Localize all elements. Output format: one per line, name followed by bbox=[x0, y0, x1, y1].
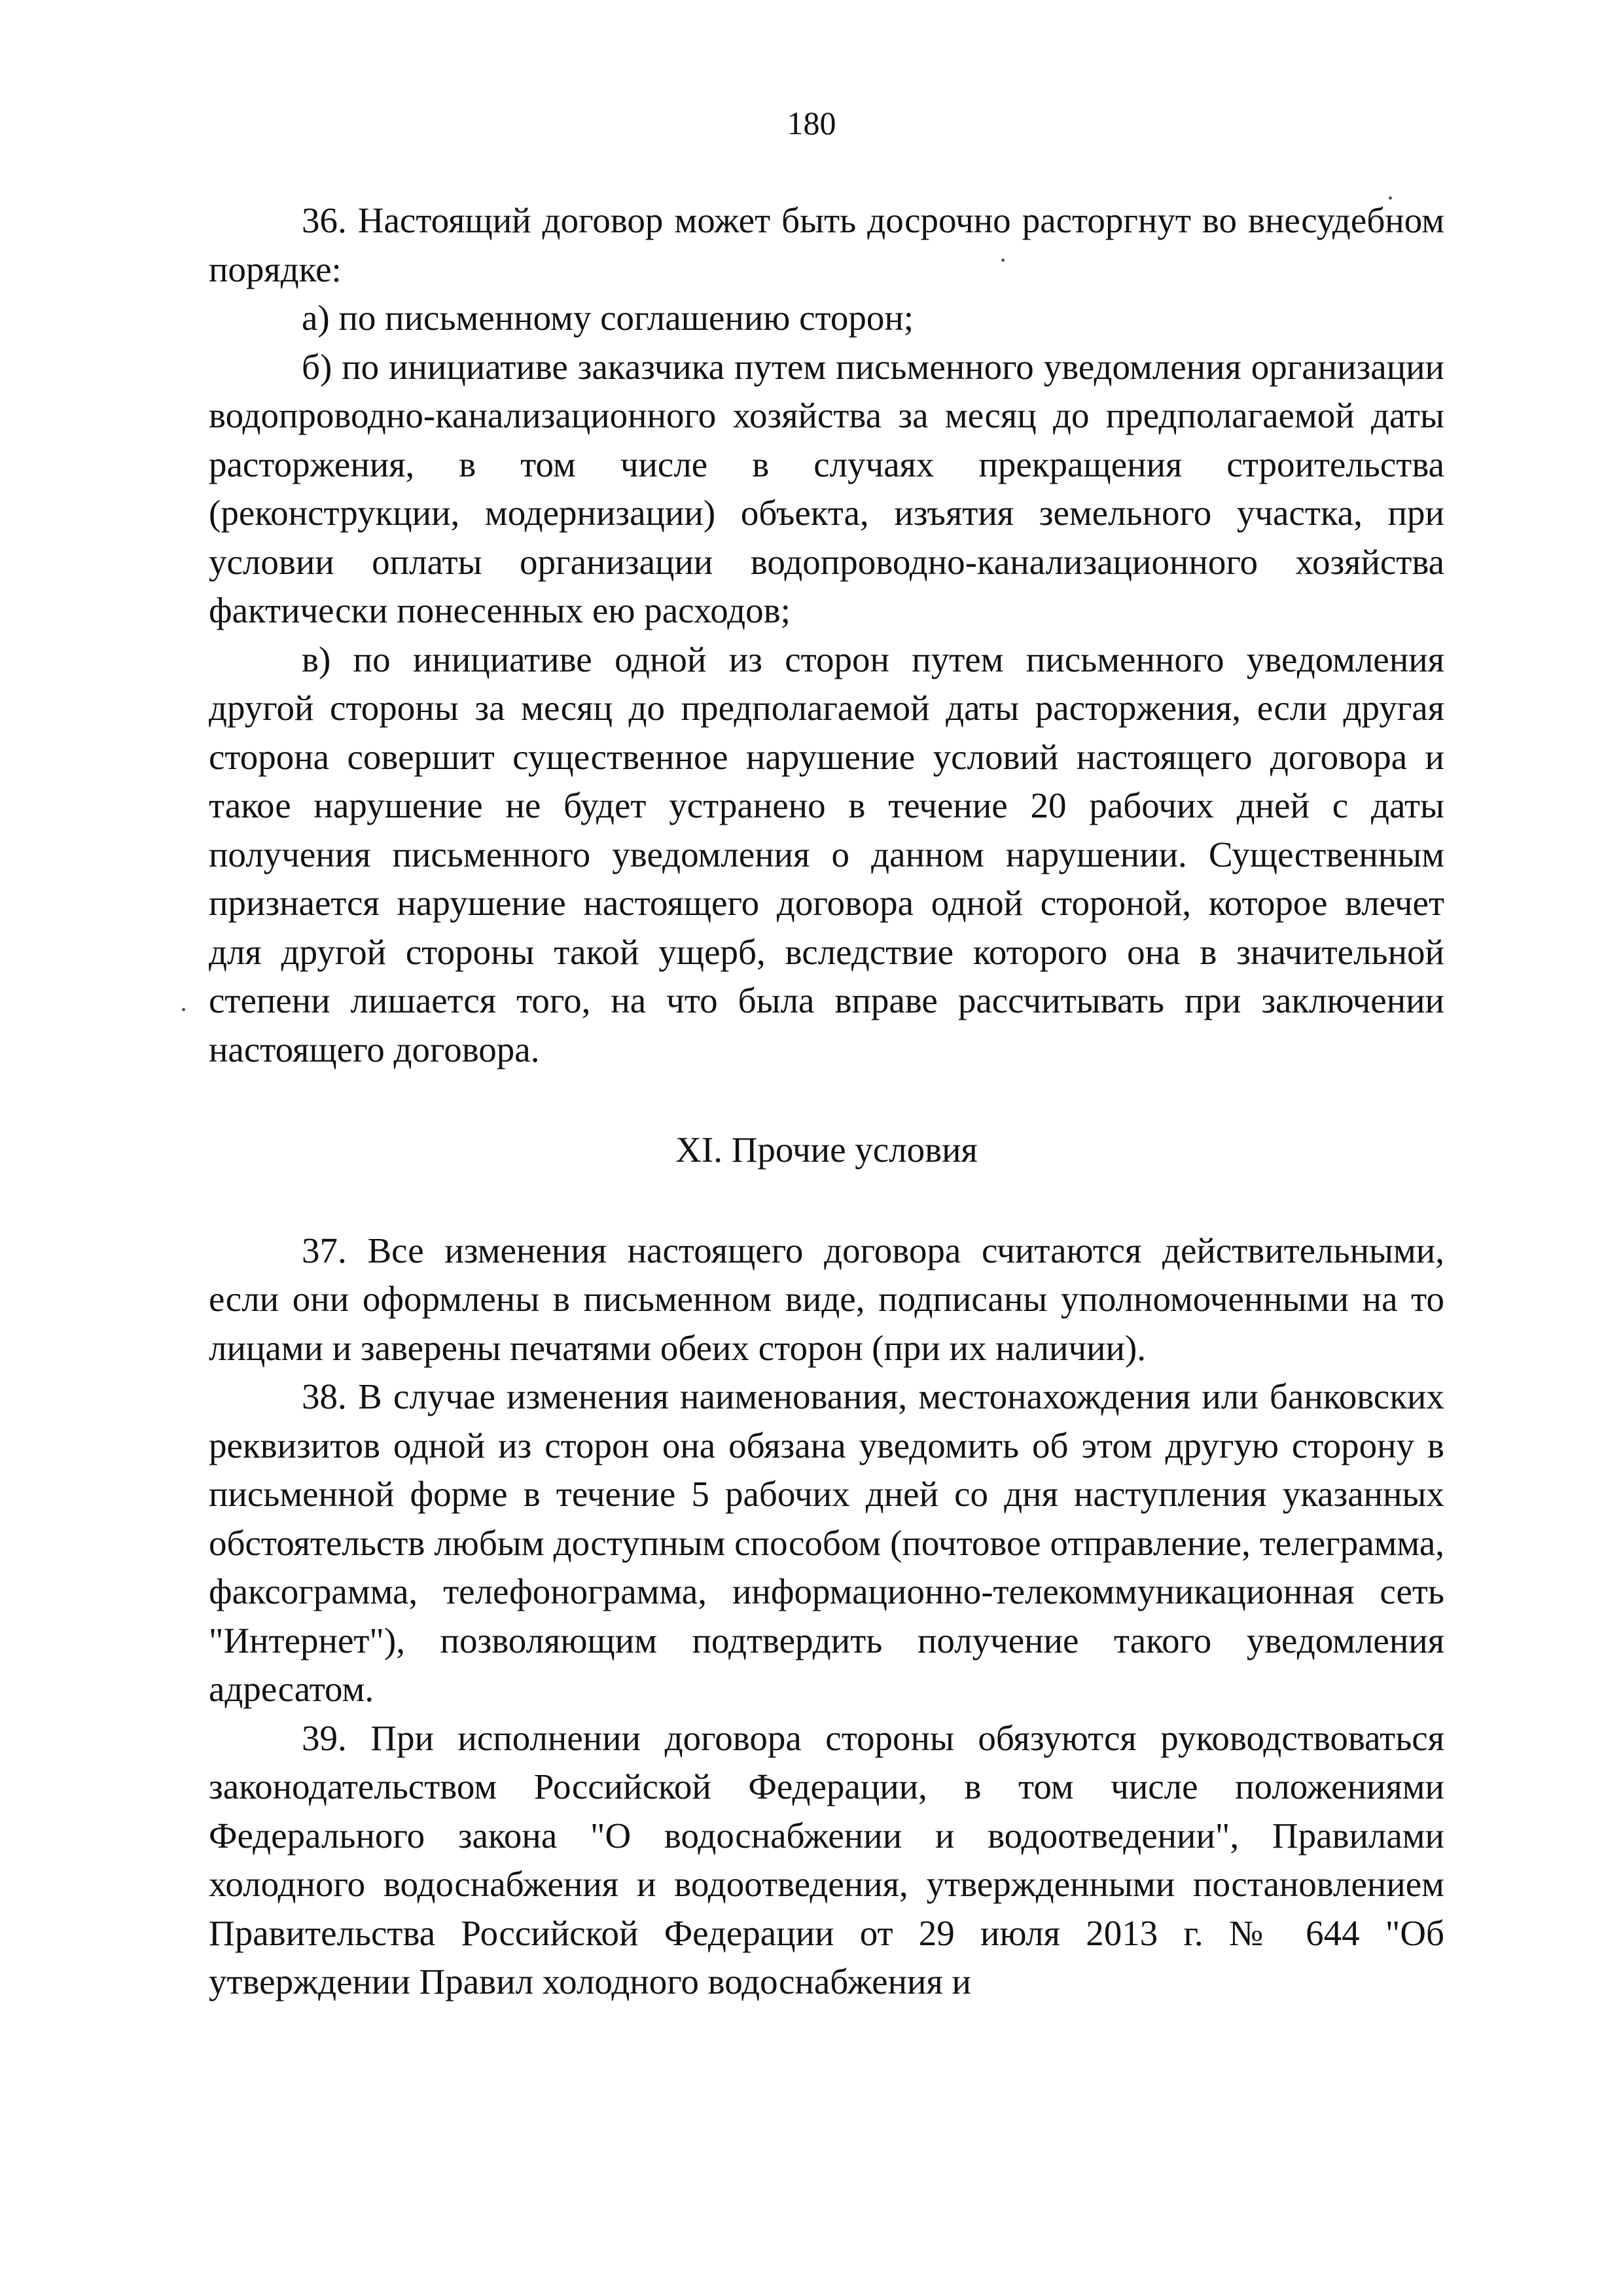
clause-39: 39. При исполнении договора стороны обязуются руководствоваться законодательством Российской Федерации, в том числе положениями Федерального закона "О водоснабжении и водоотведении", Правилами холодного водоснабжения и водоотведения, утвержденными постановлением Правительства Российской Федерации от 29 июля 2013 г. № 644 "Об утверждении Правил холодного водоснабжения и bbox=[209, 1717, 1444, 2001]
clause-36-intro: 36. Настоящий договор может быть досрочно расторгнут во внесудебном порядке: bbox=[209, 200, 1444, 289]
clause-36-item-a: а) по письменному соглашению сторон; bbox=[302, 298, 914, 338]
clause-38: 38. В случае изменения наименования, местонахождения или банковских реквизитов одной из сторон она обязана уведомить об этом другую сторону в письменной форме в течение 5 рабочих дней со дня наступления указанных обстоятельств любым доступным способом (почтовое отправление, телеграмма, факсограмма, телефонограмма, информационно-телекоммуникационная сеть "Интернет"), позволяющим подтвердить получение такого уведомления адресатом. bbox=[209, 1376, 1444, 1709]
scan-speck bbox=[1389, 196, 1392, 200]
scan-speck bbox=[1001, 259, 1005, 262]
page-number: 180 bbox=[787, 105, 836, 141]
clause-36-item-b: б) по инициативе заказчика путем письменного уведомления организации водопроводно-канализационного хозяйства за месяц до предполагаемой даты расторжения, в том числе в случаях прекращения строительства (реконструкции, модернизации) объекта, изъятия земельного участка, при условии оплаты организации водопроводно-канализационного хозяйства фактически понесенных ею расходов; bbox=[209, 346, 1444, 630]
document-body bbox=[209, 196, 1444, 2007]
scan-speck bbox=[182, 1008, 185, 1011]
section-title: XI. Прочие условия bbox=[675, 1130, 978, 1170]
clause-37: 37. Все изменения настоящего договора считаются действительными, если они оформлены в письменном виде, подписаны уполномоченными на то лицами и заверены печатями обеих сторон (при их наличии). bbox=[209, 1230, 1444, 1368]
clause-36-item-c: в) по инициативе одной из сторон путем письменного уведомления другой стороны за месяц до предполагаемой даты расторжения, если другая сторона совершит существенное нарушение условий настоящего договора и такое нарушение не будет устранено в течение 20 рабочих дней с даты получения письменного уведомления о данном нарушении. Существенным признается нарушение настоящего договора одной стороной, которое влечет для другой стороны такой ущерб, вследствие которого она в значительной степени лишается того, на что была вправе рассчитывать при заключении настоящего договора. bbox=[209, 639, 1444, 1069]
